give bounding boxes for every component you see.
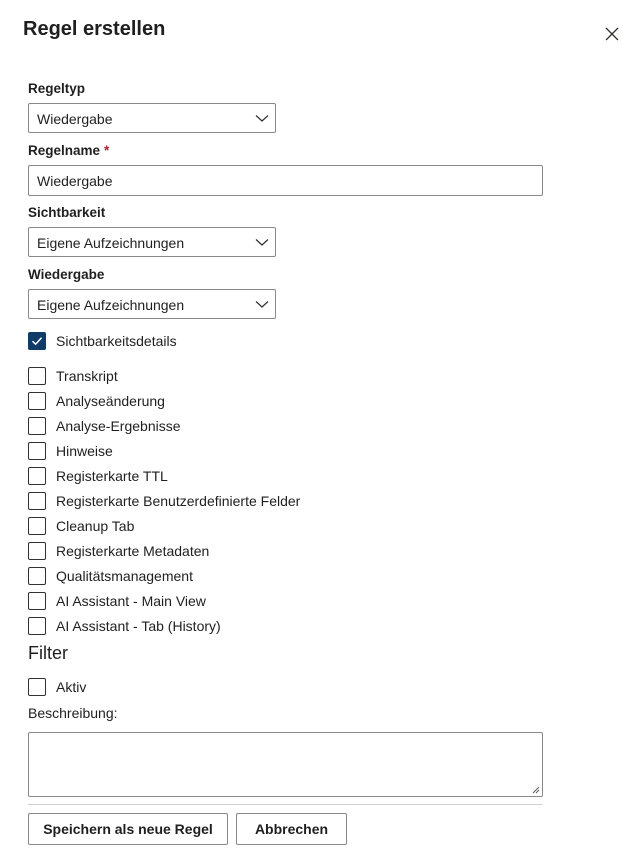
beschreibung-label: Beschreibung:: [28, 705, 118, 721]
filter-heading: Filter: [28, 643, 68, 663]
regeltyp-dropdown[interactable]: [28, 103, 276, 133]
checkbox-label: Registerkarte TTL: [56, 468, 168, 484]
regelname-value: Wiedergabe: [37, 173, 113, 189]
checkbox-box: [28, 517, 46, 535]
checkbox-label: Analyse-Ergebnisse: [56, 418, 181, 434]
wiedergabe-label: Wiedergabe: [28, 267, 105, 282]
checkbox-label: Cleanup Tab: [56, 518, 135, 534]
sichtbarkeit-value: Eigene Aufzeichnungen: [37, 235, 185, 251]
checkbox-label: Qualitätsmanagement: [56, 568, 193, 584]
resize-grip-icon[interactable]: [531, 785, 540, 794]
checkbox-label: AI Assistant - Tab (History): [56, 618, 221, 634]
checkbox-box: [28, 567, 46, 585]
checkbox-box: [28, 332, 46, 350]
checkbox-label: Registerkarte Metadaten: [56, 543, 210, 559]
checkbox-label: Sichtbarkeitsdetails: [56, 333, 177, 349]
checkbox-label: Transkript: [56, 368, 118, 384]
regelname-label: [28, 143, 109, 158]
checkbox-label: Hinweise: [56, 443, 113, 459]
sichtbarkeit-label: Sichtbarkeit: [28, 205, 106, 220]
checkbox-label: Aktiv: [56, 679, 87, 695]
chevron-down-icon: [255, 235, 269, 249]
wiedergabe-dropdown[interactable]: [28, 289, 276, 319]
close-button[interactable]: [600, 22, 624, 46]
checkbox-box: [28, 442, 46, 460]
close-icon: [600, 22, 624, 46]
regelname-label-text: Regelname: [28, 143, 101, 158]
regeltyp-label: Regeltyp: [28, 81, 86, 96]
checkbox-box: [28, 392, 46, 410]
checkbox-box: [28, 417, 46, 435]
chevron-down-icon: [255, 111, 269, 125]
wiedergabe-value: Eigene Aufzeichnungen: [37, 297, 185, 313]
save-as-new-rule-button[interactable]: Speichern als neue Regel: [28, 813, 228, 845]
checkbox-box: [28, 617, 46, 635]
footer-divider: [28, 804, 543, 805]
checkbox-box: [28, 367, 46, 385]
checkbox-box: [28, 492, 46, 510]
checkmark-icon: [31, 335, 43, 347]
regeltyp-value: Wiedergabe: [37, 111, 113, 127]
chevron-down-icon: [255, 297, 269, 311]
required-marker: *: [104, 143, 110, 158]
page-title: Regel erstellen: [23, 18, 166, 40]
regelname-input[interactable]: [28, 165, 543, 196]
beschreibung-textarea[interactable]: [28, 732, 543, 797]
checkbox-box: [28, 467, 46, 485]
checkbox-box: [28, 678, 46, 696]
checkbox-box: [28, 592, 46, 610]
cancel-button[interactable]: Abbrechen: [236, 813, 347, 845]
sichtbarkeit-dropdown[interactable]: [28, 227, 276, 257]
checkbox-label: AI Assistant - Main View: [56, 593, 206, 609]
checkbox-label: Registerkarte Benutzerdefinierte Felder: [56, 493, 301, 509]
checkbox-box: [28, 542, 46, 560]
checkbox-label: Analyseänderung: [56, 393, 165, 409]
